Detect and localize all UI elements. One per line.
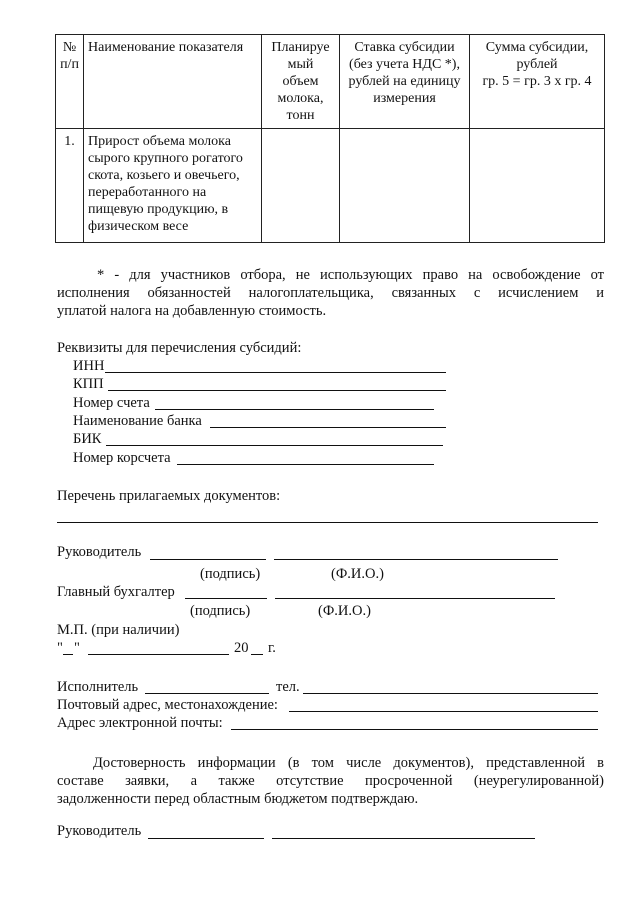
date-year-prefix: 20	[234, 640, 249, 656]
bank-name-label: Наименование банка	[73, 413, 202, 429]
account-label: Номер счета	[73, 395, 150, 411]
date-quote-close: "	[74, 640, 80, 656]
requisites-title: Реквизиты для перечисления субсидий:	[57, 340, 302, 356]
footnote-line-3: уплатой налога на добавленную стоимость.	[57, 303, 327, 319]
email-field[interactable]	[231, 729, 598, 730]
col-header-number: № п/п	[56, 35, 84, 129]
date-year-suffix: г.	[268, 640, 276, 656]
col-header-sum: Сумма субсидии, рублей гр. 5 = гр. 3 х гр. 4	[470, 35, 605, 129]
accountant-fio-caption: (Ф.И.О.)	[318, 603, 371, 619]
email-label: Адрес электронной почты:	[57, 715, 223, 731]
footnote-line-2: исполнения обязанностей налогоплательщика, связанных с исчислением и	[57, 285, 604, 301]
executor-field[interactable]	[145, 693, 269, 694]
head-fio-field[interactable]	[274, 559, 558, 560]
row-number: 1.	[56, 129, 84, 243]
kpp-label: КПП	[73, 376, 104, 392]
accountant-fio-field[interactable]	[275, 598, 555, 599]
indicators-table	[55, 34, 605, 243]
stamp-label: М.П. (при наличии)	[57, 622, 180, 638]
row-indicator-name: Прирост объема молока сырого крупного рогатого скота, козьего и овечьего, переработанного на пищевую продукцию, в физическом весе	[84, 129, 262, 243]
address-label: Почтовый адрес, местонахождение:	[57, 697, 278, 713]
head-fio-caption: (Ф.И.О.)	[331, 566, 384, 582]
phone-field[interactable]	[303, 693, 598, 694]
col-header-rate: Ставка субсидии (без учета НДС *), рублей на единицу измерения	[340, 35, 470, 129]
row-sum-cell[interactable]	[470, 129, 605, 243]
confirm-line-2: составе заявки, а также отсутствие просроченной (неурегулированной)	[57, 773, 604, 789]
corr-account-label: Номер корсчета	[73, 450, 171, 466]
date-month-field[interactable]	[88, 654, 229, 655]
executor-label: Исполнитель	[57, 679, 139, 695]
corr-account-field[interactable]	[177, 464, 434, 465]
col-header-indicator: Наименование показателя	[84, 35, 262, 129]
table-header-row	[56, 35, 605, 129]
confirm-line-3: задолженности перед областным бюджетом подтверждаю.	[57, 791, 419, 807]
inn-field[interactable]	[105, 372, 446, 373]
bik-field[interactable]	[106, 445, 443, 446]
address-field[interactable]	[289, 711, 598, 712]
footnote-line-1: * - для участников отбора, не использующих право на освобождение от	[97, 267, 604, 283]
phone-label: тел.	[276, 679, 300, 695]
row-volume-cell[interactable]	[262, 129, 340, 243]
bik-label: БИК	[73, 431, 102, 447]
final-head-signature-field[interactable]	[148, 838, 264, 839]
head-signature-caption: (подпись)	[200, 566, 261, 582]
row-rate-cell[interactable]	[340, 129, 470, 243]
head-label: Руководитель	[57, 544, 142, 560]
accountant-label: Главный бухгалтер	[57, 584, 175, 600]
date-year-field[interactable]	[251, 654, 263, 655]
confirm-line-1: Достоверность информации (в том числе документов), представленной в	[93, 755, 604, 771]
bank-name-field[interactable]	[210, 427, 446, 428]
account-field[interactable]	[155, 409, 434, 410]
table-row	[56, 129, 605, 243]
documents-field[interactable]	[57, 522, 598, 523]
final-head-label: Руководитель	[57, 823, 142, 839]
date-day-field[interactable]	[63, 654, 73, 655]
documents-title: Перечень прилагаемых документов:	[57, 488, 281, 504]
col-header-volume: Планируе мый объем молока, тонн	[262, 35, 340, 129]
final-head-fio-field[interactable]	[272, 838, 535, 839]
kpp-field[interactable]	[108, 390, 446, 391]
inn-label: ИНН	[73, 358, 105, 374]
accountant-signature-caption: (подпись)	[190, 603, 251, 619]
accountant-signature-field[interactable]	[185, 598, 267, 599]
head-signature-field[interactable]	[150, 559, 266, 560]
date-quote-open: "	[57, 640, 63, 656]
